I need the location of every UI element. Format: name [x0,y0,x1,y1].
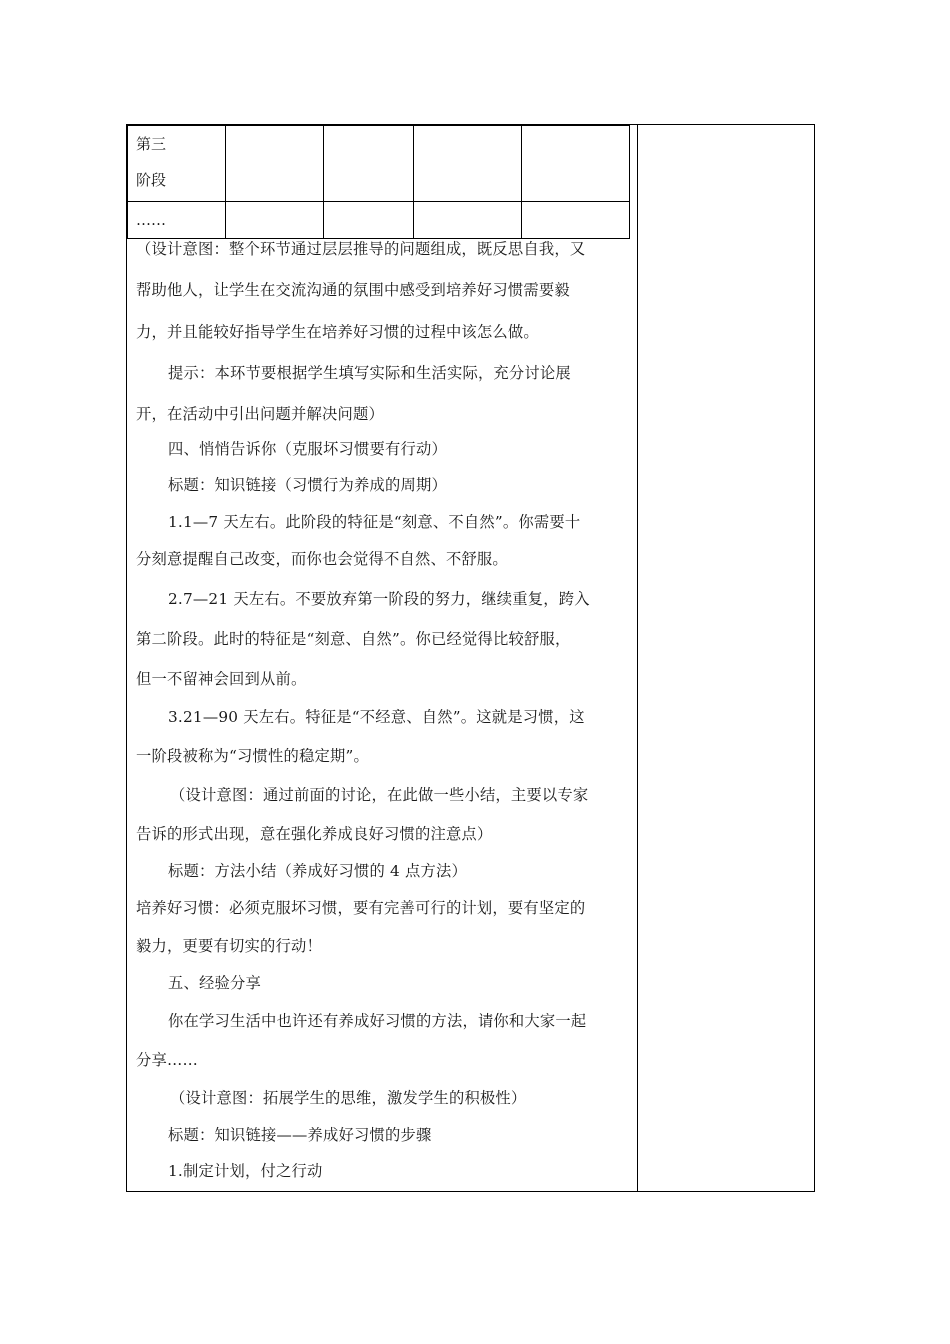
section-heading: 五、经验分享 [168,974,261,992]
text-line: 标题：知识链接（习惯行为养成的周期） [168,476,447,494]
table-cell [324,202,414,239]
section-heading: 四、悄悄告诉你（克服坏习惯要有行动） [168,440,447,458]
text-line: 力，并且能较好指导学生在培养好习惯的过程中该怎么做。 [136,323,539,341]
text-line: 毅力，更要有切实的行动！ [136,937,322,955]
text-line: 分享…… [136,1051,198,1069]
ellipsis-cell [128,202,226,239]
text-line: 帮助他人，让学生在交流沟通的氛围中感受到培养好习惯需要毅 [136,281,570,299]
table-cell [324,126,414,202]
table-cell [226,202,324,239]
ellipsis-label: …… [136,211,166,229]
stage-label-line2: 阶段 [136,171,167,189]
text-line: 3.21—90 天左右。特征是“不经意、自然”。这就是习惯，这 [168,708,585,726]
text-line: （设计意图：通过前面的讨论，在此做一些小结，主要以专家 [170,786,589,804]
text-line: 培养好习惯：必须克服坏习惯，要有完善可行的计划，要有坚定的 [136,899,586,917]
table-cell [226,126,324,202]
text-line: 第二阶段。此时的特征是“刻意、自然”。你已经觉得比较舒服， [136,630,571,648]
text-line: 2.7—21 天左右。不要放弃第一阶段的努力，继续重复，跨入 [168,590,590,608]
text-line: （设计意图：拓展学生的思维，激发学生的积极性） [170,1089,527,1107]
text-line: 标题：知识链接——养成好习惯的步骤 [168,1126,432,1144]
table-cell [522,202,630,239]
text-line: 提示：本环节要根据学生填写实际和生活实际，充分讨论展 [168,364,571,382]
stage-label-line1: 第三 [136,135,167,153]
text-line: 开，在活动中引出问题并解决问题） [136,405,384,423]
text-line: 告诉的形式出现，意在强化养成良好习惯的注意点） [136,825,493,843]
column-divider [637,124,638,1192]
table-cell [414,126,522,202]
text-line: 1.1—7 天左右。此阶段的特征是“刻意、不自然”。你需要十 [168,513,581,531]
text-line: 但一不留神会回到从前。 [136,670,307,688]
text-line: （设计意图：整个环节通过层层推导的问题组成，既反思自我，又 [136,240,586,258]
table-row [128,126,630,202]
text-line: 分刻意提醒自己改变，而你也会觉得不自然、不舒服。 [136,550,508,568]
stage-label-cell [128,126,226,202]
table-cell [522,126,630,202]
text-line: 1.制定计划，付之行动 [168,1162,323,1180]
table-cell [414,202,522,239]
text-line: 一阶段被称为“习惯性的稳定期”。 [136,747,369,765]
table-row [128,202,630,239]
text-line: 标题：方法小结（养成好习惯的 4 点方法） [168,862,468,880]
stage-table [127,125,630,239]
text-line: 你在学习生活中也许还有养成好习惯的方法，请你和大家一起 [168,1012,587,1030]
